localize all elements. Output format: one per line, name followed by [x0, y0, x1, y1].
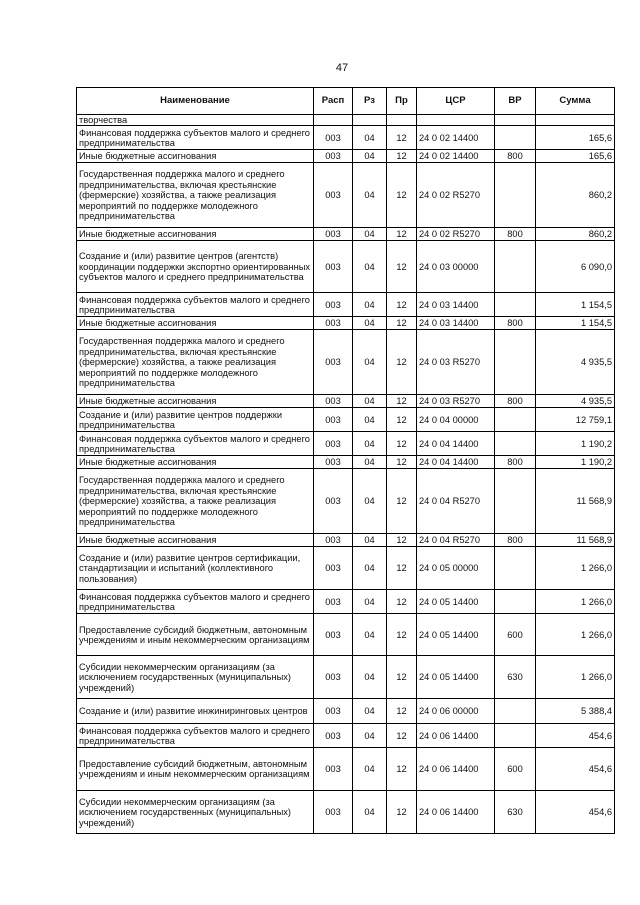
cell-name: Предоставление субсидий бюджетным, автономным учреждениям и иным некоммерческим организациям	[77, 614, 314, 656]
cell-rasp: 003	[314, 547, 353, 590]
cell-rasp: 003	[314, 748, 353, 791]
cell-rasp: 003	[314, 126, 353, 150]
cell-rz: 04	[353, 791, 387, 834]
table-row	[77, 408, 615, 432]
cell-name: Создание и (или) развитие инжиниринговых центров	[77, 699, 314, 724]
cell-vr	[495, 432, 536, 456]
cell-rasp: 003	[314, 590, 353, 614]
cell-csr: 24 0 04 R5270	[417, 534, 495, 547]
cell-rasp: 003	[314, 432, 353, 456]
cell-rz: 04	[353, 317, 387, 330]
cell-sum: 1 154,5	[536, 317, 615, 330]
cell-vr	[495, 126, 536, 150]
cell-pr: 12	[387, 241, 417, 293]
cell-rz: 04	[353, 724, 387, 748]
cell-name: Финансовая поддержка субъектов малого и среднего предпринимательства	[77, 126, 314, 150]
table-row	[77, 126, 615, 150]
cell-csr: 24 0 06 14400	[417, 791, 495, 834]
cell-pr: 12	[387, 534, 417, 547]
cell-csr: 24 0 05 14400	[417, 656, 495, 699]
cell-name: Иные бюджетные ассигнования	[77, 228, 314, 241]
cell-vr	[495, 330, 536, 395]
cell-rz: 04	[353, 547, 387, 590]
cell-csr: 24 0 05 14400	[417, 590, 495, 614]
cell-rasp: 003	[314, 228, 353, 241]
cell-rasp: 003	[314, 330, 353, 395]
cell-sum: 454,6	[536, 791, 615, 834]
cell-rz: 04	[353, 408, 387, 432]
cell-pr: 12	[387, 317, 417, 330]
cell-pr: 12	[387, 150, 417, 163]
cell-sum: 5 388,4	[536, 699, 615, 724]
cell-sum: 4 935,5	[536, 330, 615, 395]
cell-vr	[495, 241, 536, 293]
cell-csr: 24 0 02 14400	[417, 126, 495, 150]
table-row	[77, 656, 615, 699]
cell-sum: 1 266,0	[536, 590, 615, 614]
cell-name: творчества	[77, 115, 314, 126]
cell-rz: 04	[353, 748, 387, 791]
cell-rasp: 003	[314, 317, 353, 330]
cell-name: Иные бюджетные ассигнования	[77, 150, 314, 163]
cell-rz	[353, 115, 387, 126]
cell-vr	[495, 724, 536, 748]
cell-csr: 24 0 03 14400	[417, 317, 495, 330]
cell-vr	[495, 469, 536, 534]
cell-rz: 04	[353, 395, 387, 408]
cell-rasp	[314, 115, 353, 126]
cell-name: Государственная поддержка малого и среднего предпринимательства, включая крестьянские (фермерские) хозяйства, а также реализация мероприятий по поддержке молодежного предпринимательства	[77, 469, 314, 534]
cell-name: Предоставление субсидий бюджетным, автономным учреждениям и иным некоммерческим организациям	[77, 748, 314, 791]
cell-pr: 12	[387, 395, 417, 408]
cell-csr: 24 0 03 R5270	[417, 395, 495, 408]
cell-pr	[387, 115, 417, 126]
cell-vr: 600	[495, 748, 536, 791]
cell-rz: 04	[353, 241, 387, 293]
cell-vr: 600	[495, 614, 536, 656]
table-row	[77, 330, 615, 395]
table-row	[77, 748, 615, 791]
cell-rasp: 003	[314, 469, 353, 534]
cell-rasp: 003	[314, 150, 353, 163]
table-row	[77, 395, 615, 408]
cell-vr: 800	[495, 534, 536, 547]
cell-name: Субсидии некоммерческим организациям (за исключением государственных (муниципальных) учреждений)	[77, 656, 314, 699]
cell-sum: 165,6	[536, 150, 615, 163]
cell-sum: 454,6	[536, 724, 615, 748]
cell-vr: 630	[495, 791, 536, 834]
cell-rz: 04	[353, 456, 387, 469]
cell-vr: 800	[495, 317, 536, 330]
table-row	[77, 590, 615, 614]
cell-csr: 24 0 04 14400	[417, 432, 495, 456]
cell-rz: 04	[353, 126, 387, 150]
cell-csr: 24 0 06 14400	[417, 724, 495, 748]
cell-pr: 12	[387, 456, 417, 469]
cell-pr: 12	[387, 547, 417, 590]
cell-vr: 630	[495, 656, 536, 699]
table-row	[77, 241, 615, 293]
table-row	[77, 469, 615, 534]
cell-name: Иные бюджетные ассигнования	[77, 395, 314, 408]
cell-rz: 04	[353, 330, 387, 395]
cell-rasp: 003	[314, 656, 353, 699]
cell-name: Иные бюджетные ассигнования	[77, 534, 314, 547]
cell-name: Создание и (или) развитие центров (агентств) координации поддержки экспортно ориентированных субъектов малого и среднего предпринимательства	[77, 241, 314, 293]
cell-csr: 24 0 05 14400	[417, 614, 495, 656]
table-row	[77, 791, 615, 834]
cell-csr: 24 0 03 R5270	[417, 330, 495, 395]
cell-pr: 12	[387, 408, 417, 432]
table-row	[77, 228, 615, 241]
table-header-row	[77, 88, 615, 115]
cell-pr: 12	[387, 590, 417, 614]
column-header-vr: ВР	[495, 88, 536, 115]
cell-sum: 454,6	[536, 748, 615, 791]
table-row	[77, 150, 615, 163]
cell-vr	[495, 408, 536, 432]
table-row	[77, 614, 615, 656]
page-number: 47	[335, 62, 349, 74]
cell-rasp: 003	[314, 614, 353, 656]
cell-rz: 04	[353, 293, 387, 317]
cell-csr: 24 0 02 R5270	[417, 228, 495, 241]
cell-pr: 12	[387, 614, 417, 656]
table-row	[77, 724, 615, 748]
cell-rz: 04	[353, 163, 387, 228]
cell-name: Государственная поддержка малого и среднего предпринимательства, включая крестьянские (фермерские) хозяйства, а также реализация мероприятий по поддержке молодежного предпринимательства	[77, 163, 314, 228]
cell-vr	[495, 547, 536, 590]
cell-csr: 24 0 04 00000	[417, 408, 495, 432]
cell-pr: 12	[387, 228, 417, 241]
cell-name: Иные бюджетные ассигнования	[77, 456, 314, 469]
cell-name: Субсидии некоммерческим организациям (за исключением государственных (муниципальных) учреждений)	[77, 791, 314, 834]
cell-csr: 24 0 02 R5270	[417, 163, 495, 228]
cell-rasp: 003	[314, 408, 353, 432]
cell-pr: 12	[387, 293, 417, 317]
cell-pr: 12	[387, 748, 417, 791]
table-row	[77, 547, 615, 590]
cell-pr: 12	[387, 656, 417, 699]
cell-sum: 1 266,0	[536, 547, 615, 590]
cell-sum: 1 154,5	[536, 293, 615, 317]
cell-csr: 24 0 04 R5270	[417, 469, 495, 534]
table-row	[77, 456, 615, 469]
cell-sum: 11 568,9	[536, 469, 615, 534]
cell-rasp: 003	[314, 791, 353, 834]
cell-rasp: 003	[314, 163, 353, 228]
cell-name: Создание и (или) развитие центров поддержки предпринимательства	[77, 408, 314, 432]
cell-sum: 1 190,2	[536, 432, 615, 456]
cell-vr	[495, 163, 536, 228]
cell-sum: 6 090,0	[536, 241, 615, 293]
cell-vr: 800	[495, 150, 536, 163]
cell-rasp: 003	[314, 724, 353, 748]
cell-rz: 04	[353, 432, 387, 456]
cell-pr: 12	[387, 163, 417, 228]
cell-csr: 24 0 06 14400	[417, 748, 495, 791]
column-header-sum: Сумма	[536, 88, 615, 115]
cell-csr	[417, 115, 495, 126]
cell-sum: 860,2	[536, 228, 615, 241]
cell-name: Финансовая поддержка субъектов малого и среднего предпринимательства	[77, 590, 314, 614]
cell-rz: 04	[353, 534, 387, 547]
table-row	[77, 293, 615, 317]
cell-rasp: 003	[314, 395, 353, 408]
column-header-pr: Пр	[387, 88, 417, 115]
cell-rz: 04	[353, 469, 387, 534]
cell-name: Финансовая поддержка субъектов малого и среднего предпринимательства	[77, 724, 314, 748]
cell-name: Финансовая поддержка субъектов малого и среднего предпринимательства	[77, 293, 314, 317]
cell-pr: 12	[387, 330, 417, 395]
cell-name: Создание и (или) развитие центров сертификации, стандартизации и испытаний (коллективного пользования)	[77, 547, 314, 590]
cell-pr: 12	[387, 791, 417, 834]
cell-vr: 800	[495, 228, 536, 241]
cell-pr: 12	[387, 432, 417, 456]
cell-rasp: 003	[314, 534, 353, 547]
cell-sum: 165,6	[536, 126, 615, 150]
cell-rz: 04	[353, 614, 387, 656]
cell-sum	[536, 115, 615, 126]
column-header-rz: Рз	[353, 88, 387, 115]
cell-name: Финансовая поддержка субъектов малого и среднего предпринимательства	[77, 432, 314, 456]
cell-vr	[495, 293, 536, 317]
cell-csr: 24 0 05 00000	[417, 547, 495, 590]
table-row	[77, 115, 615, 126]
budget-table	[76, 87, 615, 834]
cell-pr: 12	[387, 724, 417, 748]
cell-sum: 1 190,2	[536, 456, 615, 469]
cell-rz: 04	[353, 150, 387, 163]
cell-sum: 1 266,0	[536, 656, 615, 699]
cell-rz: 04	[353, 228, 387, 241]
cell-sum: 12 759,1	[536, 408, 615, 432]
cell-pr: 12	[387, 126, 417, 150]
table-row	[77, 163, 615, 228]
cell-vr	[495, 699, 536, 724]
cell-vr	[495, 590, 536, 614]
cell-name: Иные бюджетные ассигнования	[77, 317, 314, 330]
cell-rasp: 003	[314, 699, 353, 724]
cell-csr: 24 0 03 00000	[417, 241, 495, 293]
table-row	[77, 432, 615, 456]
cell-rasp: 003	[314, 293, 353, 317]
table-row	[77, 699, 615, 724]
cell-csr: 24 0 03 14400	[417, 293, 495, 317]
column-header-name: Наименование	[77, 88, 314, 115]
cell-rz: 04	[353, 656, 387, 699]
cell-csr: 24 0 02 14400	[417, 150, 495, 163]
cell-sum: 860,2	[536, 163, 615, 228]
cell-rasp: 003	[314, 456, 353, 469]
cell-rz: 04	[353, 699, 387, 724]
column-header-rasp: Расп	[314, 88, 353, 115]
cell-rasp: 003	[314, 241, 353, 293]
cell-name: Государственная поддержка малого и среднего предпринимательства, включая крестьянские (фермерские) хозяйства, а также реализация мероприятий по поддержке молодежного предпринимательства	[77, 330, 314, 395]
cell-pr: 12	[387, 469, 417, 534]
cell-vr	[495, 115, 536, 126]
cell-rz: 04	[353, 590, 387, 614]
column-header-csr: ЦСР	[417, 88, 495, 115]
cell-vr: 800	[495, 456, 536, 469]
cell-sum: 4 935,5	[536, 395, 615, 408]
cell-pr: 12	[387, 699, 417, 724]
cell-sum: 1 266,0	[536, 614, 615, 656]
table-row	[77, 317, 615, 330]
table-row	[77, 534, 615, 547]
cell-csr: 24 0 06 00000	[417, 699, 495, 724]
cell-sum: 11 568,9	[536, 534, 615, 547]
cell-csr: 24 0 04 14400	[417, 456, 495, 469]
cell-vr: 800	[495, 395, 536, 408]
